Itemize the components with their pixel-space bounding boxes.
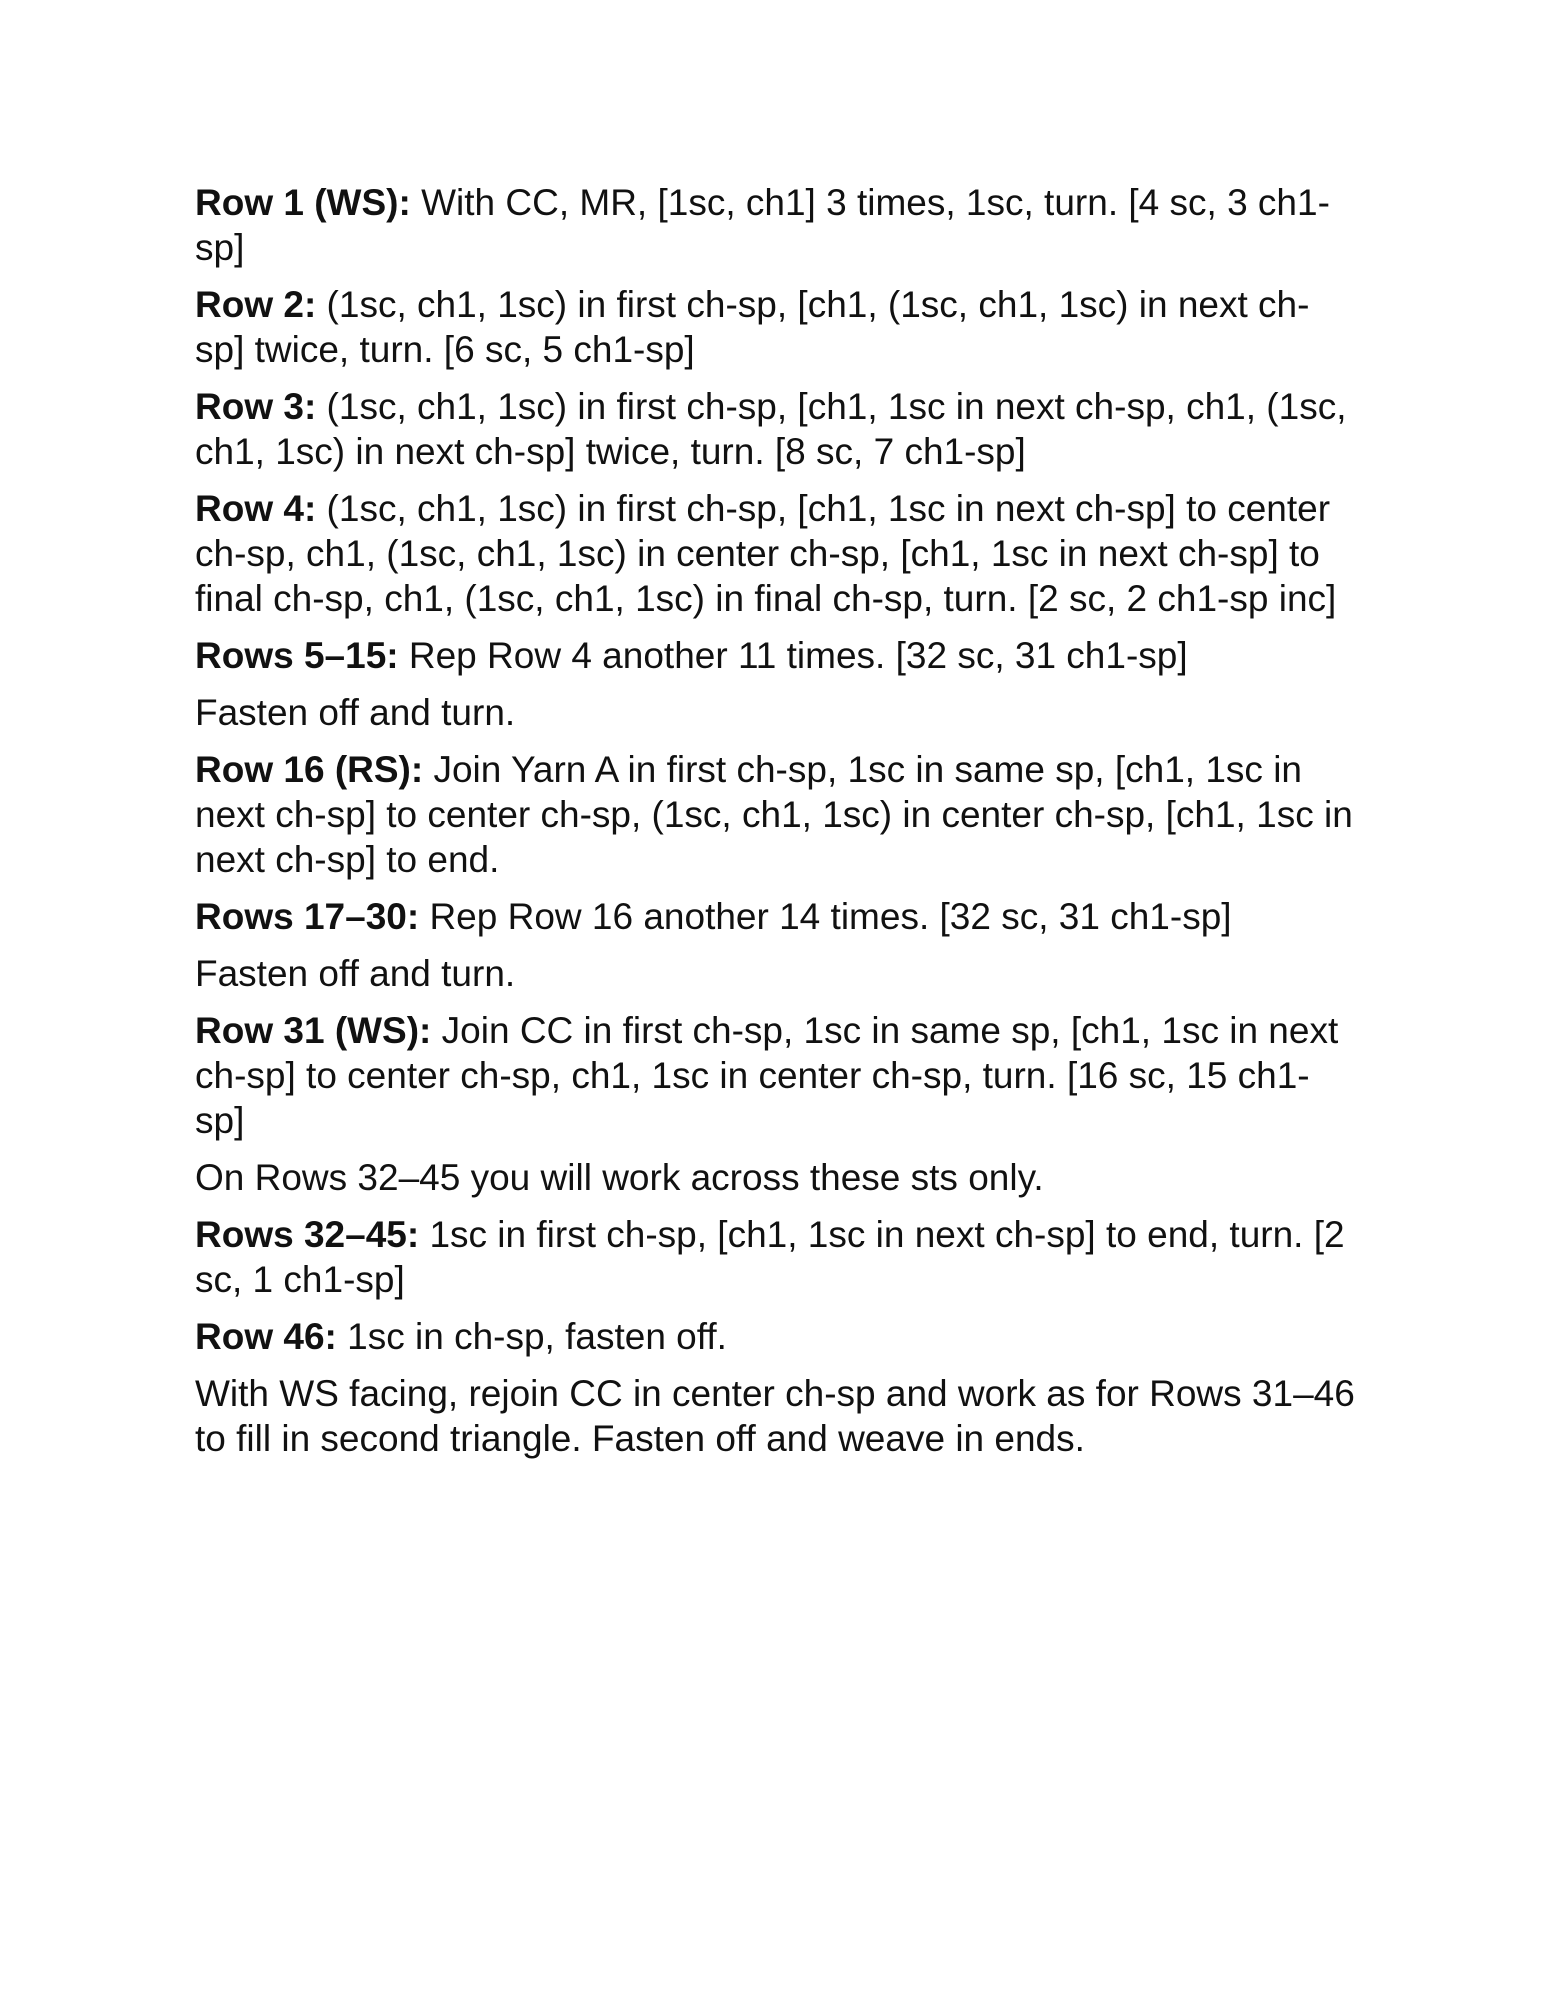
rows-5-15-instruction (195, 633, 1355, 678)
rows-32-45-instruction (195, 1212, 1355, 1302)
row-label: Rows 32–45: (195, 1214, 420, 1255)
row-text: Join CC in first ch-sp, 1sc in same sp, [ch1, 1sc in next ch-sp] to center ch-sp, ch1, 1sc in center ch-sp, turn. [16 sc, 15 ch1-sp] (195, 1010, 1339, 1141)
row-text: 1sc in first ch-sp, [ch1, 1sc in next ch-sp] to end, turn. [2 sc, 1 ch1-sp] (195, 1214, 1345, 1300)
row-text: With WS facing, rejoin CC in center ch-sp and work as for Rows 31–46 to fill in second triangle. Fasten off and weave in ends. (195, 1373, 1355, 1459)
row-label: Rows 17–30: (195, 896, 420, 937)
row-label: Row 16 (RS): (195, 749, 424, 790)
row-3-instruction (195, 384, 1355, 474)
rows-17-30-instruction (195, 894, 1355, 939)
row-text: (1sc, ch1, 1sc) in first ch-sp, [ch1, (1sc, ch1, 1sc) in next ch-sp] twice, turn. [6 sc, 5 ch1-sp] (195, 284, 1310, 370)
fasten-off-note (195, 951, 1355, 996)
row-label: Row 31 (WS): (195, 1010, 432, 1051)
row-text: Fasten off and turn. (195, 692, 516, 733)
row-text: 1sc in ch-sp, fasten off. (336, 1316, 727, 1357)
row-31-instruction (195, 1008, 1355, 1143)
row-text: Rep Row 4 another 11 times. [32 sc, 31 ch1-sp] (398, 635, 1188, 676)
row-label: Row 4: (195, 488, 317, 529)
row-text: Join Yarn A in first ch-sp, 1sc in same sp, [ch1, 1sc in next ch-sp] to center ch-sp, (1sc, ch1, 1sc) in center ch-sp, [ch1, 1sc in next ch-sp] to end. (195, 749, 1353, 880)
row-2-instruction (195, 282, 1355, 372)
fasten-off-note (195, 690, 1355, 735)
row-46-instruction (195, 1314, 1355, 1359)
rows-32-45-note (195, 1155, 1355, 1200)
row-1-instruction (195, 180, 1355, 270)
row-text: Fasten off and turn. (195, 953, 516, 994)
second-triangle-note (195, 1371, 1355, 1461)
row-text: On Rows 32–45 you will work across these sts only. (195, 1157, 1044, 1198)
row-label: Row 46: (195, 1316, 337, 1357)
row-label: Rows 5–15: (195, 635, 399, 676)
row-text: (1sc, ch1, 1sc) in first ch-sp, [ch1, 1sc in next ch-sp, ch1, (1sc, ch1, 1sc) in next ch-sp] twice, turn. [8 sc, 7 ch1-sp] (195, 386, 1347, 472)
pattern-page (195, 180, 1355, 1473)
row-label: Row 2: (195, 284, 317, 325)
row-label: Row 3: (195, 386, 317, 427)
row-4-instruction (195, 486, 1355, 621)
row-text: Rep Row 16 another 14 times. [32 sc, 31 ch1-sp] (419, 896, 1232, 937)
row-label: Row 1 (WS): (195, 182, 411, 223)
row-text: With CC, MR, [1sc, ch1] 3 times, 1sc, turn. [4 sc, 3 ch1-sp] (195, 182, 1330, 268)
row-16-instruction (195, 747, 1355, 882)
row-text: (1sc, ch1, 1sc) in first ch-sp, [ch1, 1sc in next ch-sp] to center ch-sp, ch1, (1sc, ch1, 1sc) in center ch-sp, [ch1, 1sc in next ch-sp] to final ch-sp, ch1, (1sc, ch1, 1sc) in final ch-sp, turn. [2 sc, 2 ch1-sp inc] (195, 488, 1337, 619)
